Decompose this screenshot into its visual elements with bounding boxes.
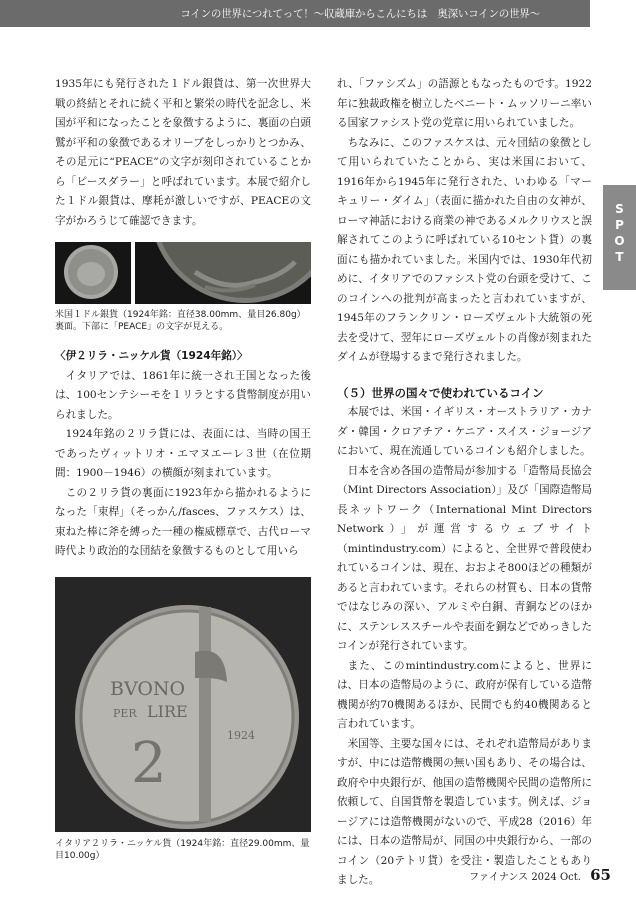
left-intro bbox=[55, 75, 311, 231]
world-coins-para-4: 米国等、主要な国々には、それぞれ造幣局がありますが、中には造幣機関の無い国もあり、その場合は、政府や中央銀行が、他国の造幣機関や民間の造幣所に依頼して、自国貨幣を製造しています。例えば、ジョージアには造幣機関がないので、平成28（2016）年には、日本の造幣局が、同国の中央銀行から、一部のコイン（20テトリ貨）を受注・製造したこともありました。 bbox=[337, 737, 592, 886]
lira-para-2: 1924年銘の２リラ貨には、表面には、当時の国王であったヴィットリオ・エマヌエーレ３世（在位期間：1900－1946）の横顔が刻まれています。 bbox=[55, 428, 311, 479]
spot-side-tab bbox=[603, 185, 636, 290]
lira-coin-caption: イタリア２リラ・ニッケル貨（1924年銘：直径29.00mm、量目10.00g） bbox=[55, 839, 310, 861]
spot-side-tab-letter: T bbox=[615, 250, 624, 264]
footer-issue: 2024 Oct. bbox=[531, 872, 581, 883]
right-column bbox=[337, 75, 592, 891]
lira-para-3: この２リラ貨の裏面に1923年から描かれるようになった「束桿」（そっかん/fasces、ファスケス）は、束ねた棒に斧を縛った一種の権威標章で、古代ローマ時代より政治的な団結を象徴するものとして用いら bbox=[55, 486, 311, 557]
coin-per-text: PER bbox=[113, 707, 137, 720]
left-section bbox=[55, 347, 311, 562]
peace-dollar-caption: 米国１ドル銀貨（1924年銘：直径38.00mm、量目26.80g）裏面。下部に「PEACE」の文字が見える。 bbox=[55, 310, 306, 332]
coin-denomination: 2 bbox=[131, 731, 167, 796]
spot-side-tab-letter: S bbox=[615, 202, 624, 216]
lira-coin-photo bbox=[55, 577, 311, 832]
page-footer bbox=[469, 866, 611, 884]
peace-dollar-image bbox=[55, 242, 311, 304]
page-number: 65 bbox=[590, 866, 611, 884]
peace-dollar-photo bbox=[55, 242, 311, 304]
world-coins-heading: （５）世界の国々で使われているコイン bbox=[337, 385, 544, 400]
world-coins-para-2: 日本を含め各国の造幣局が参加する「造幣局長協会（Mint Directors Association）」及び「国際造幣局長ネットワーク（International Mint Directors Network）」が運営するウェブサイト（mintindustry.com）によると、全世界で普段使われているコインは、現在、おおよそ800ほどの種類があると言われています。それらの材質も、日本の貨幣ではなじみの深い、アルミや白銅、青銅などのほかに、ステンレススチールや表面を銅などでめっきしたコインが発行されています。 bbox=[337, 464, 592, 652]
coin-year: 1924 bbox=[227, 729, 255, 742]
lira-coin-image bbox=[55, 577, 311, 832]
fascism-para: れ、「ファシズム」の語源ともなったものです。1922年に独裁政権を樹立したベニート・ムッソリーニ率いる国家ファシスト党の党章に用いられていました。 bbox=[337, 78, 592, 129]
mercury-dime-para: ちなみに、このファスケスは、元々団結の象徴として用いられていたことから、実は米国において、1916年から1945年に発行された、いわゆる「マーキュリー・ダイム」（表面に描かれた自由の女神が、ローマ神話における商業の神であるメルクリウスと誤解されてこのように呼ばれている10セント貨）の裏面にも描かれていました。米国内では、1930年代初めに、イタリアでのファシスト党の台頭を受けて、このコインへの批判が高まったと言われていますが、1945年のフランクリン・ローズヴェルト大統領の死去を受けて、翌年にローズヴェルトの肖像が刻まれたダイムが登場するまで発行されました。 bbox=[337, 136, 592, 363]
running-header-title: コインの世界につれてって！～収蔵庫からこんにちは 奥深いコインの世界～ bbox=[180, 8, 540, 20]
coin-lire-text: LIRE bbox=[147, 702, 188, 721]
lira-section-heading: 〈伊２リラ・ニッケル貨（1924年銘）〉 bbox=[55, 350, 248, 362]
spot-side-tab-letter: P bbox=[615, 218, 624, 232]
header-band bbox=[0, 0, 590, 27]
intro-paragraph: 1935年にも発行された１ドル銀貨は、第一次世界大戦の終結とそれに続く平和と繁栄の時代を記念し、米国が平和になったことを象徴するように、裏面の白頭鷲が平和の象徴であるオリーブをしっかりとつかみ、その足元に“PEACE”の文字が刻印されていることから「ピースダラー」と呼ばれています。本展で紹介した１ドル銀貨は、摩耗が激しいですが、PEACEの文字がかろうじて確認できます。 bbox=[55, 78, 311, 227]
world-coins-para-3: また、このmintindustry.comによると、世界には、日本の造幣局のように、政府が保有している造幣機関が約70機関あるほか、民間でも約40機関あると言われています。 bbox=[337, 659, 592, 730]
coin-buono-text: BVONO bbox=[110, 678, 186, 700]
spot-side-tab-letter: O bbox=[614, 234, 625, 248]
spot-side-tab-label bbox=[603, 201, 636, 265]
world-coins-para-1: 本展では、米国・イギリス・オーストラリア・カナダ・韓国・クロアチア・ケニア・スイス・ジョージアにおいて、現在流通しているコインも紹介しました。 bbox=[337, 406, 592, 457]
footer-publication: ファイナンス bbox=[469, 872, 529, 883]
lira-para-1: イタリアでは、1861年に統一され王国となった後は、100センテシーモを１リラとする貨幣制度が用いられました。 bbox=[55, 369, 311, 421]
